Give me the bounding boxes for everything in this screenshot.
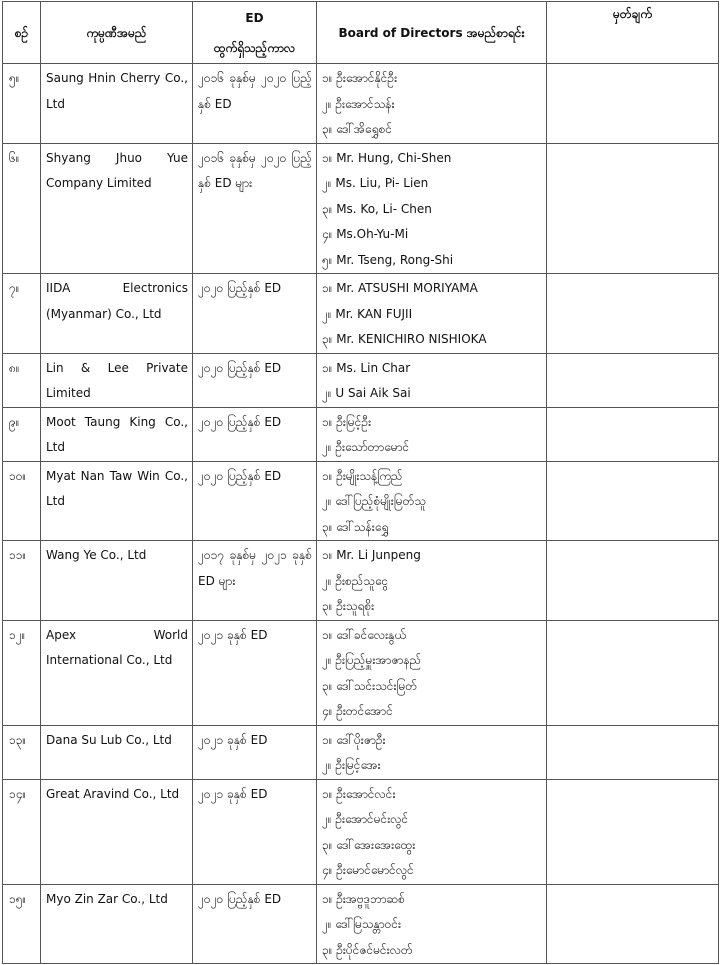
company-name-text: IIDA Electronics (Myanmar) Co., Ltd xyxy=(46,281,188,321)
director-name: ၂။ ဦးအောင်မင်းလွင် xyxy=(322,812,409,826)
director-name: ၃။ ဒေါ်အေးအေးထွေး xyxy=(322,837,416,852)
row-number xyxy=(3,461,41,541)
table-row xyxy=(3,461,719,541)
remark-cell xyxy=(547,725,719,779)
company-name-text: Moot Taung King Co., Ltd xyxy=(46,414,188,454)
ed-period xyxy=(193,779,317,884)
row-number-text: ၅။ xyxy=(9,71,20,85)
header-remark: မှတ်ချက် xyxy=(547,2,719,64)
ed-period xyxy=(193,541,317,621)
row-number-text: ၉။ xyxy=(9,414,20,429)
ed-period-text: ၂၀၂၁ ခုနှစ် ED xyxy=(198,627,268,642)
table-row xyxy=(3,407,719,461)
company-name xyxy=(41,884,193,964)
table-row xyxy=(3,620,719,725)
director-name: ၂။ ဒေါ်မြသန္တာဝင်း xyxy=(322,917,402,931)
company-name xyxy=(41,64,193,144)
board-directors xyxy=(317,461,547,541)
row-number-text: ၁၂။ xyxy=(9,627,26,642)
company-name-text: Shyang Jhuo Yue Company Limited xyxy=(46,150,188,190)
company-name-text: Dana Su Lub Co., Ltd xyxy=(46,732,172,747)
remark-cell xyxy=(547,884,719,964)
company-name xyxy=(41,541,193,621)
company-name xyxy=(41,274,193,354)
director-name: ၁။ ဦးမျိုးသန့်ကြည် xyxy=(322,468,403,483)
row-number xyxy=(3,725,41,779)
company-name xyxy=(41,779,193,884)
director-name: ၂။ U Sai Aik Sai xyxy=(322,386,411,400)
director-name: ၁။ ဦးအဗ္ဗဒူဘာဆစ် xyxy=(322,891,405,906)
director-name: ၂။ Ms. Liu, Pi- Lien xyxy=(322,176,429,190)
director-name: ၃။ ဦးပိုင်ဇင်မင်းလတ် xyxy=(322,942,413,957)
ed-period-text: ၂၀၂၀ ပြည့်နှစ် ED xyxy=(198,281,282,295)
ed-period xyxy=(193,620,317,725)
board-directors xyxy=(317,143,547,274)
ed-period xyxy=(193,461,317,541)
header-no: စဉ် xyxy=(3,2,41,64)
director-name: ၄။ Ms.Oh-Yu-Mi xyxy=(322,227,409,241)
remark-cell xyxy=(547,407,719,461)
director-name: ၁။ ဦးမြင့်ဦး xyxy=(322,414,372,429)
director-name: ၁။ Mr. Hung, Chi-Shen xyxy=(322,150,452,165)
remark-cell xyxy=(547,620,719,725)
table-row xyxy=(3,725,719,779)
board-directors xyxy=(317,274,547,354)
company-name-text: Saung Hnin Cherry Co., Ltd xyxy=(46,71,188,111)
row-number xyxy=(3,407,41,461)
board-directors xyxy=(317,620,547,725)
ed-period xyxy=(193,274,317,354)
company-name xyxy=(41,143,193,274)
ed-period xyxy=(193,353,317,407)
board-directors xyxy=(317,725,547,779)
remark-cell xyxy=(547,779,719,884)
row-number-text: ၇။ xyxy=(9,281,20,295)
company-name-text: Myat Nan Taw Win Co., Ltd xyxy=(46,468,188,508)
ed-period-text: ၂၀၁၇ ခုနှစ်မှ ၂၀၂၁ ခုနှစ် ED များ xyxy=(198,548,312,588)
row-number-text: ၁၄။ xyxy=(9,786,27,801)
header-board: Board of Directors အမည်စာရင်း xyxy=(317,2,547,64)
company-name-text: Lin & Lee Private Limited xyxy=(46,360,188,400)
director-name: ၃။ Mr. KENICHIRO NISHIOKA xyxy=(322,332,487,346)
company-name-text: Myo Zin Zar Co., Ltd xyxy=(46,891,168,906)
row-number xyxy=(3,884,41,964)
remark-cell xyxy=(547,143,719,274)
ed-period xyxy=(193,143,317,274)
company-name xyxy=(41,353,193,407)
director-name: ၁။ Mr. ATSUSHI MORIYAMA xyxy=(322,281,478,295)
board-directors xyxy=(317,407,547,461)
ed-period-text: ၂၀၂၁ ခုနှစ် ED xyxy=(198,786,268,801)
company-name xyxy=(41,407,193,461)
header-ed-period: ED ထွက်ရှိသည့်ကာလ xyxy=(193,2,317,64)
row-number xyxy=(3,143,41,274)
board-directors xyxy=(317,884,547,964)
director-name: ၁။ Mr. Li Junpeng xyxy=(322,548,421,562)
director-name: ၄။ ဦးတင်အောင် xyxy=(322,704,393,718)
company-name-text: Apex World International Co., Ltd xyxy=(46,627,188,667)
director-name: ၂။ ဦးစည်သူငွေ xyxy=(322,573,389,588)
director-name: ၂။ ဦးအောင်သန်း xyxy=(322,96,395,111)
table-row xyxy=(3,274,719,354)
ed-period xyxy=(193,884,317,964)
row-number-text: ၆။ xyxy=(9,150,20,165)
director-name: ၄။ ဦးမောင်မောင်လွင် xyxy=(322,863,414,877)
ed-period-text: ၂၀၂၀ ပြည့်နှစ် ED xyxy=(198,414,282,429)
director-name: ၂။ ဦးမြင့်အေး xyxy=(322,758,381,772)
company-name xyxy=(41,725,193,779)
row-number xyxy=(3,779,41,884)
table-row xyxy=(3,779,719,884)
director-name: ၃။ ဒေါ်သန်းရွှေ xyxy=(322,519,389,534)
board-directors xyxy=(317,779,547,884)
row-number-text: ၁၃။ xyxy=(9,732,27,747)
director-name: ၂။ ဒေါ်ပြည့်စုံမျိုးမြတ်သူ xyxy=(322,494,426,508)
table-row xyxy=(3,884,719,964)
remark-cell xyxy=(547,461,719,541)
company-name-text: Great Aravind Co., Ltd xyxy=(46,786,180,801)
remark-cell xyxy=(547,541,719,621)
row-number xyxy=(3,353,41,407)
remark-cell xyxy=(547,274,719,354)
remark-cell xyxy=(547,64,719,144)
director-name: ၃။ ဒေါ်အိရွှေစင် xyxy=(322,122,392,136)
company-name-text: Wang Ye Co., Ltd xyxy=(46,548,147,562)
ed-period-text: ၂၀၂၀ ပြည့်နှစ် ED xyxy=(198,360,282,375)
remark-cell xyxy=(547,353,719,407)
director-name: ၃။ ဒေါ်သင်းသင်းမြတ် xyxy=(322,678,418,693)
board-directors xyxy=(317,353,547,407)
row-number-text: ၁၁။ xyxy=(9,548,27,562)
companies-table xyxy=(2,1,719,964)
company-name xyxy=(41,461,193,541)
header-row xyxy=(3,2,719,64)
ed-period-text: ၂၀၂၀ ပြည့်နှစ် ED xyxy=(198,891,282,906)
header-company: ကုမ္ပဏီအမည် xyxy=(41,2,193,64)
table-row xyxy=(3,541,719,621)
ed-period xyxy=(193,725,317,779)
ed-period-text: ၂၀၁၆ ခုနှစ်မှ ၂၀၂၀ ပြည့်နှစ် ED များ xyxy=(198,150,312,190)
table-row xyxy=(3,64,719,144)
director-name: ၂။ ဦးသော်တာမောင် xyxy=(322,440,410,454)
director-name: ၁။ ဒေါ်ခင်လေးနွယ် xyxy=(322,627,406,642)
board-directors xyxy=(317,64,547,144)
table-row xyxy=(3,353,719,407)
row-number xyxy=(3,620,41,725)
ed-period-text: ၂၀၁၆ ခုနှစ်မှ ၂၀၂၀ ပြည့်နှစ် ED xyxy=(198,71,312,111)
row-number xyxy=(3,274,41,354)
board-directors xyxy=(317,541,547,621)
row-number-text: ၈။ xyxy=(9,360,20,375)
director-name: ၃။ Ms. Ko, Li- Chen xyxy=(322,201,432,216)
ed-period xyxy=(193,64,317,144)
director-name: ၅။ Mr. Tseng, Rong-Shi xyxy=(322,252,454,267)
ed-period-text: ၂၀၂၀ ပြည့်နှစ် ED xyxy=(198,468,282,483)
ed-period xyxy=(193,407,317,461)
director-name: ၁။ ဦးအောင်နိုင်ဦး xyxy=(322,71,398,85)
ed-period-text: ၂၀၂၁ ခုနှစ် ED xyxy=(198,732,268,747)
director-name: ၂။ ဦးပြည့်မှူးအာဇာနည် xyxy=(322,653,422,667)
row-number xyxy=(3,541,41,621)
row-number-text: ၁၀။ xyxy=(9,468,27,483)
company-name xyxy=(41,620,193,725)
director-name: ၁။ Ms. Lin Char xyxy=(322,360,411,375)
director-name: ၂။ Mr. KAN FUJII xyxy=(322,306,413,321)
table-row xyxy=(3,143,719,274)
row-number xyxy=(3,64,41,144)
row-number-text: ၁၅။ xyxy=(9,891,27,906)
director-name: ၁။ ဦးအောင်လင်း xyxy=(322,786,396,801)
director-name: ၃။ ဦးသူရစိုး xyxy=(322,599,375,613)
director-name: ၁။ ဒေါ်ပိုးဇာဦး xyxy=(322,732,386,747)
